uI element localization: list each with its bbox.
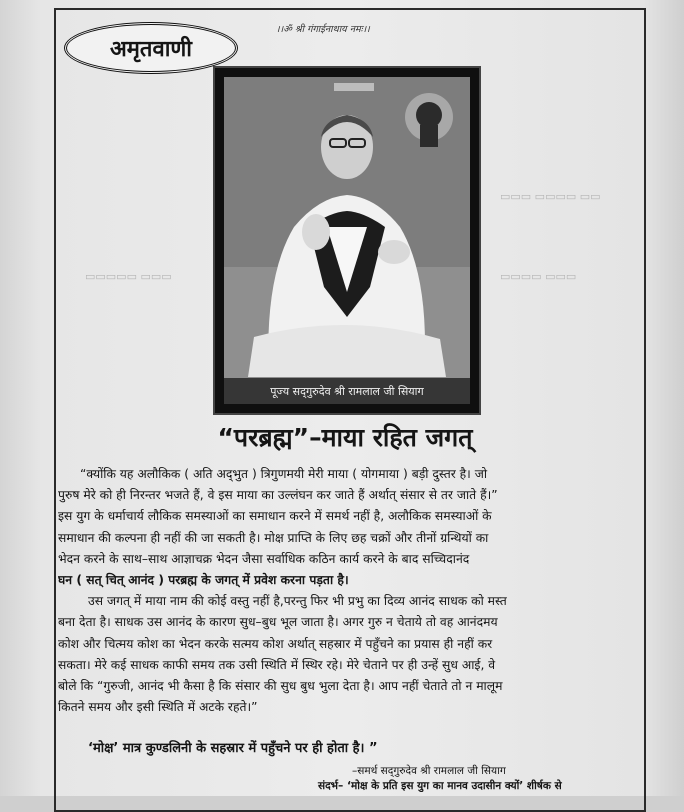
bleed-through-text: ▭▭▭▭▭ ▭▭▭ (85, 270, 172, 283)
article-title: “परब्रह्म”–माया रहित जगत् (217, 423, 473, 452)
article-body (58, 464, 638, 718)
photo-caption: पूज्य सद्‌गुरुदेव श्री रामलाल जी सियाग (224, 378, 470, 404)
source-reference: संदर्भ– ‘मोक्ष के प्रति इस युग का मानव उदासीन क्यों’ शीर्षक से (318, 780, 562, 792)
paragraph-line: बोले कि “गुरुजी, आनंद भी कैसा है कि संसार की सुध बुध भुला देता है। आप नहीं चेताते तो न मालूम (58, 679, 503, 694)
photo-label-strip (334, 83, 374, 91)
section-badge (64, 22, 238, 74)
bleed-through-text: ▭▭▭ ▭▭▭▭ ▭▭ (500, 190, 601, 203)
paragraph-line: घन ( सत् चित् आनंद ) परब्रह्म के जगत् में प्रवेश करना पड़ता है। (58, 573, 349, 588)
portrait-illustration (224, 77, 470, 404)
invocation-text: ।।ॐ श्री गंगाईनाथाय नमः।। (276, 24, 370, 35)
paragraph-line: सकता। मेरे कई साधक काफी समय तक उसी स्थिति में स्थिर रहे। मेरे चेताने पर ही उन्हें सुध आई, वे (58, 657, 496, 672)
paragraph-line: इस युग के धर्माचार्य लौकिक समस्याओं का समाधान करने में समर्थ नहीं है, अलौकिक समस्याओं के (58, 509, 492, 524)
paragraph-line: भेदन करने के साथ–साथ आज्ञाचक्र भेदन जैसा सर्वाधिक कठिन कार्य करने के बाद सच्चिदानंद (58, 551, 470, 566)
closing-statement: ‘मोक्ष’ मात्र कुण्डलिनी के सहस्रार में पहुँचने पर ही होता है। ” (88, 741, 378, 756)
paragraph-line: समाधान की कल्पना ही नहीं की जा सकती है। मोक्ष प्राप्ति के लिए छह चक्रों और तीनों ग्रन्थियों का (58, 530, 489, 545)
signature: –समर्थ सद्‌गुरुदेव श्री रामलाल जी सियाग (352, 765, 506, 777)
paragraph-line: उस जगत् में माया नाम की कोई वस्तु नहीं है,परन्तु फिर भी प्रभु का दिव्य आनंद साधक को मस्त (88, 594, 507, 609)
paragraph-line: कितने समय और इसी स्थिति में अटके रहते।” (58, 700, 258, 715)
bleed-through-text: ▭▭▭▭ ▭▭▭ (500, 270, 577, 283)
quote-line: “क्योंकि यह अलौकिक ( अति अद्‌भुत ) त्रिगुणमयी मेरी माया ( योगमाया ) बड़ी दुस्तर है। जो (80, 467, 488, 481)
paragraph-line: बना देता है। साधक उस आनंद के कारण सुध–बुध भूल जाता है। अगर गुरु न चेताये तो वह आनंदमय (58, 615, 498, 630)
quote-line: पुरुष मेरे को ही निरन्तर भजते हैं, वे इस माया का उल्लंघन कर जाते हैं अर्थात् संसार से तर जाते हैं।” (58, 488, 498, 503)
section-badge-label: अमृतवाणी (109, 37, 193, 62)
paragraph-line: कोश और चित्मय कोश का भेदन करके सत्मय कोश अर्थात् सहस्रार में पहुँचने का प्रयास ही नहीं कर (58, 636, 493, 651)
photo-image (224, 77, 470, 404)
guru-photo (215, 68, 479, 413)
